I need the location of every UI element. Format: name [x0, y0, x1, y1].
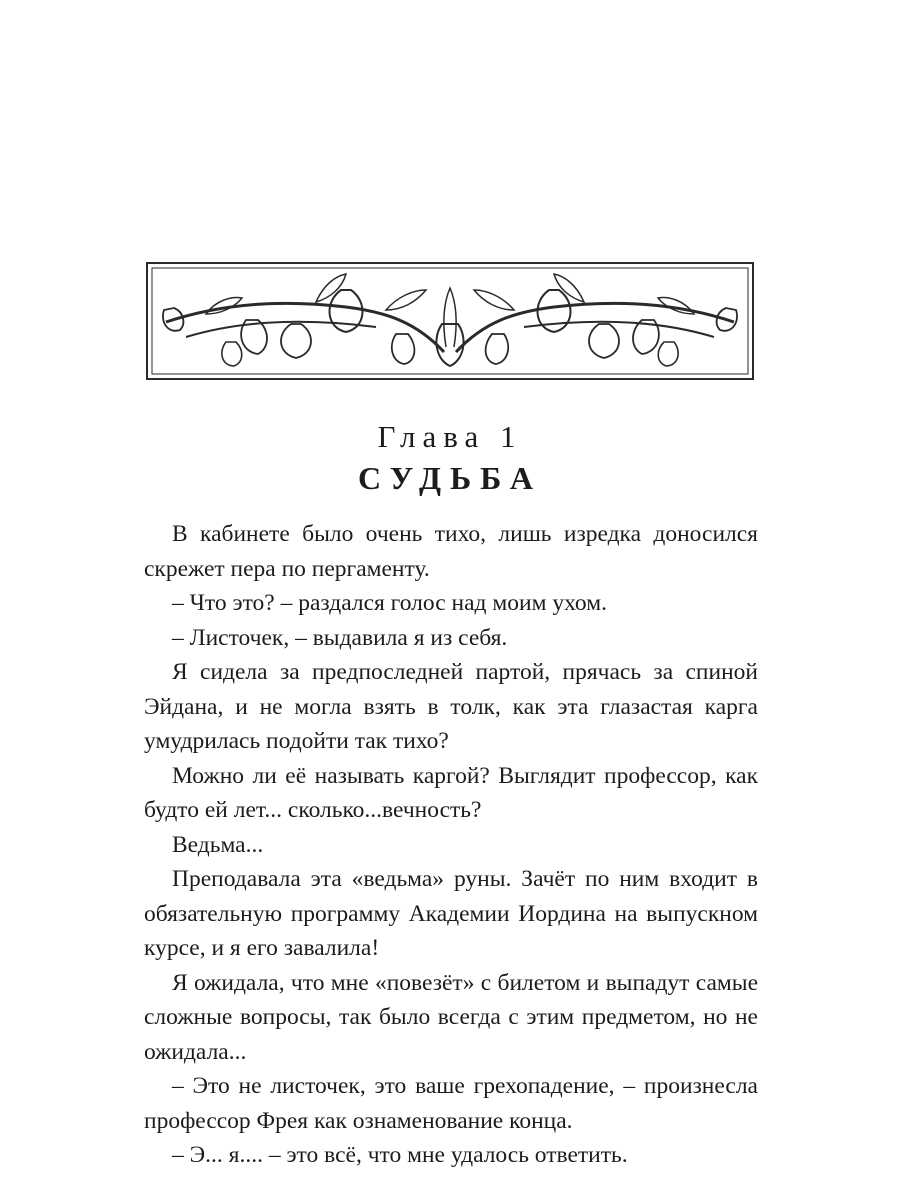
- paragraph: Преподавала эта «ведьма» руны. Зачёт по ним входит в обязательную программу Академии Иордина на выпускном курсе, и я его завалила!: [144, 866, 758, 961]
- paragraph: – Листочек, – выдавила я из себя.: [172, 624, 508, 651]
- paragraph: Я сидела за предпоследней партой, прячась за спиной Эйдана, и не могла взять в толк, как эта глазастая карга умудрилась подойти так тихо?: [144, 659, 758, 754]
- paragraph: Я ожидала, что мне «повезёт» с билетом и выпадут самые сложные вопросы, так было всегда с этим предметом, но не ожидала...: [144, 969, 758, 1065]
- paragraph: – Это не листочек, это ваше грехопадение, – произнесла профессор Фрея как ознаменование конца.: [144, 1073, 758, 1134]
- chapter-heading: [0, 418, 900, 498]
- paragraph: В кабинете было очень тихо, лишь изредка доносился скрежет пера по пергаменту.: [144, 521, 758, 582]
- chapter-body: [144, 517, 758, 1173]
- paragraph: – Что это? – раздался голос над моим ухом.: [172, 590, 607, 616]
- snowdrop-ornament-icon: [146, 262, 754, 380]
- paragraph: – Э... я.... – это всё, что мне удалось ответить.: [172, 1142, 628, 1168]
- chapter-label: Глава 1: [377, 419, 523, 454]
- paragraph: Можно ли её называть каргой? Выглядит профессор, как будто ей лет... сколько...вечность?: [144, 762, 758, 823]
- chapter-title: СУДЬБА: [358, 460, 542, 496]
- paragraph: Ведьма...: [172, 831, 264, 858]
